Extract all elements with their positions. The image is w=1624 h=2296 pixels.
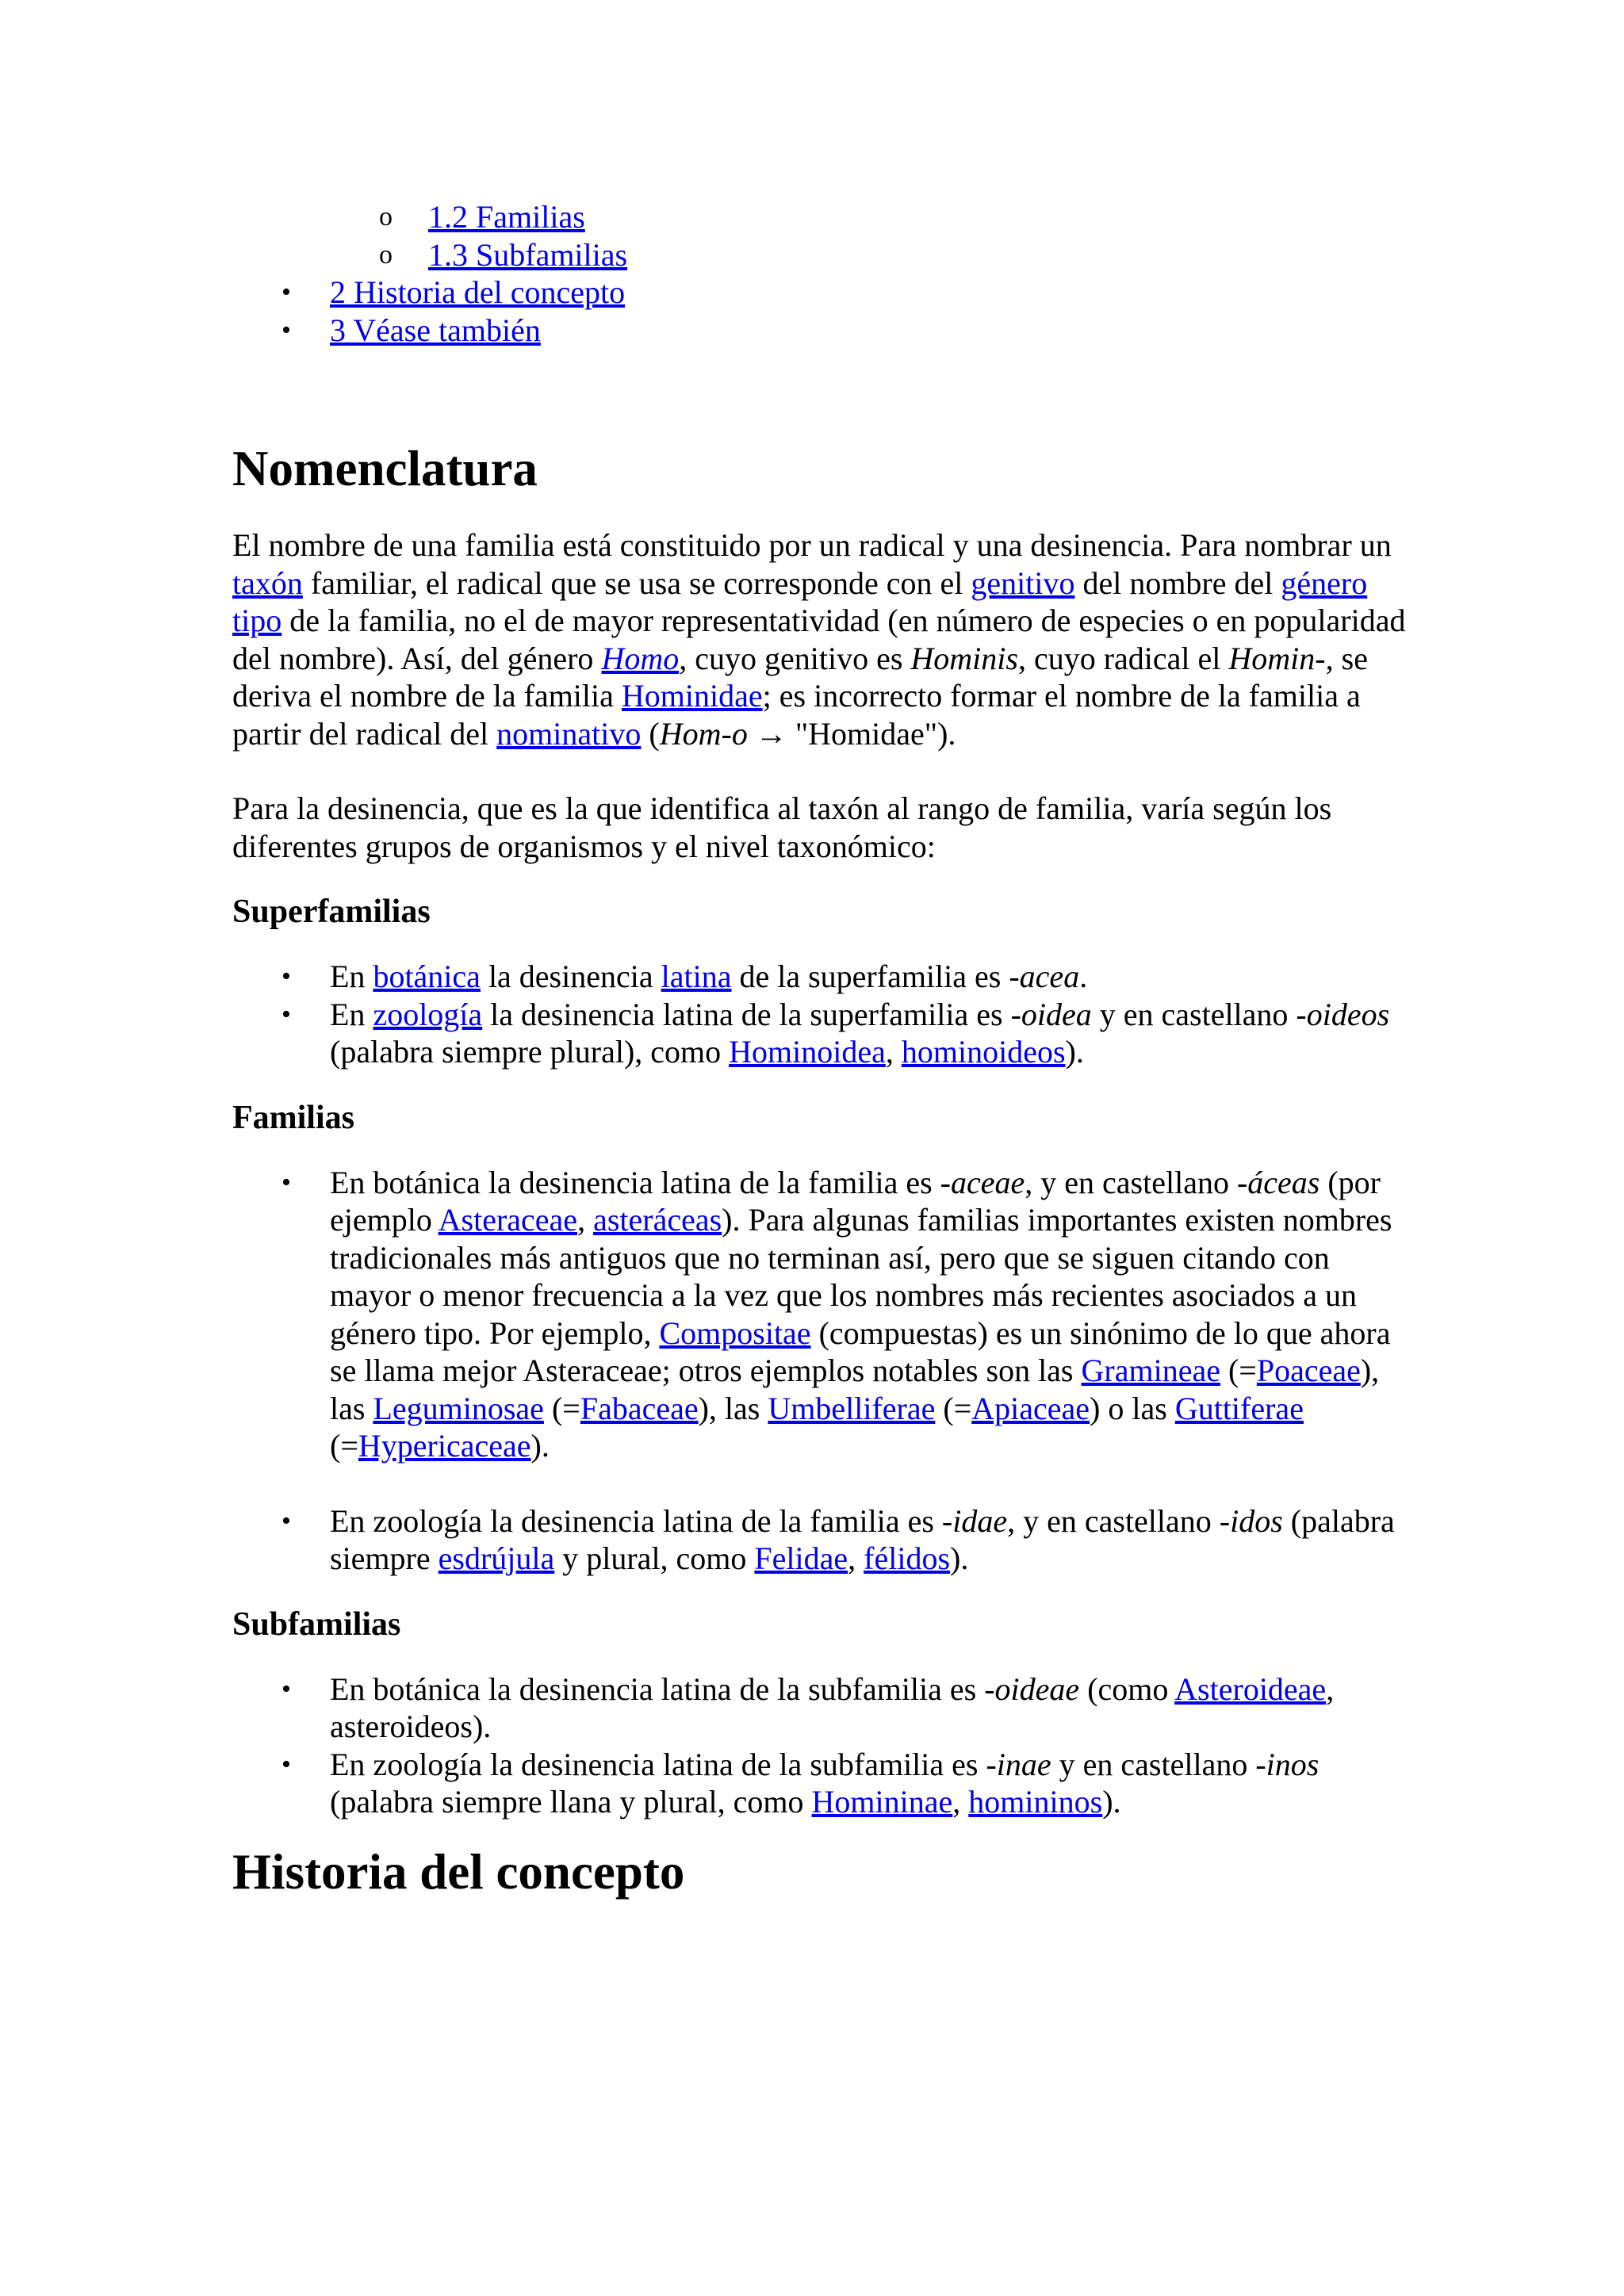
- list-item: • En zoología la desinencia latina de la superfamilia es -oidea y en castellano -oideos (palabra siempre plural), como Hominoidea, hominoideos).: [232, 996, 1406, 1071]
- document-page: [232, 198, 1406, 1900]
- list-item: • En zoología la desinencia latina de la familia es -idae, y en castellano -idos (palabra siempre esdrújula y plural, como Felidae, félidos).: [232, 1502, 1406, 1578]
- link-felidae[interactable]: Felidae: [754, 1540, 848, 1576]
- link-hominoideos[interactable]: hominoideos: [901, 1034, 1066, 1070]
- paragraph-nomenclatura-1: El nombre de una familia está constituido por un radical y una desinencia. Para nombrar un taxón familiar, el radical que se usa se corresponde con el genitivo del nombre del género tipo de la familia, no el de mayor representatividad (en número de especies o en popularidad del nombre). Así, del género Homo, cuyo genitivo es Hominis, cuyo radical el Homin-, se deriva el nombre de la familia Hominidae; es incorrecto formar el nombre de la familia a partir del radical del nominativo (Hom-o → "Homidae").: [232, 527, 1406, 752]
- heading-nomenclatura: Nomenclatura: [232, 441, 538, 496]
- table-of-contents: [232, 198, 1406, 349]
- list-subfamilias: [232, 1670, 1406, 1821]
- heading-superfamilias: Superfamilias: [232, 894, 431, 930]
- link-asteraceae[interactable]: Asteraceae: [438, 1202, 578, 1238]
- list-item: • En botánica la desinencia latina de la superfamilia es -acea.: [232, 958, 1406, 996]
- link-homininos[interactable]: homininos: [968, 1784, 1103, 1820]
- link-compositae[interactable]: Compositae: [659, 1314, 811, 1351]
- toc-item: [232, 198, 1406, 236]
- link-nominativo[interactable]: nominativo: [496, 715, 642, 752]
- link-zoologia[interactable]: zoología: [373, 996, 483, 1032]
- link-tipo[interactable]: tipo: [232, 603, 282, 638]
- link-genero[interactable]: género: [1281, 564, 1368, 601]
- link-hominoidea[interactable]: Hominoidea: [729, 1034, 886, 1070]
- link-guttiferae[interactable]: Guttiferae: [1174, 1390, 1304, 1426]
- link-esdrujula[interactable]: esdrújula: [438, 1540, 555, 1576]
- toc-item: [232, 274, 1406, 312]
- list-superfamilias: [232, 958, 1406, 1071]
- link-taxon[interactable]: taxón: [232, 564, 303, 601]
- link-poaceae[interactable]: Poaceae: [1256, 1353, 1361, 1388]
- link-hypericaceae[interactable]: Hypericaceae: [358, 1428, 531, 1464]
- paragraph-nomenclatura-2: Para la desinencia, que es la que identifica al taxón al rango de familia, varía según los diferentes grupos de organismos y el nivel taxonómico:: [232, 790, 1332, 864]
- link-homo[interactable]: Homo: [601, 640, 680, 676]
- heading-subfamilias: Subfamilias: [232, 1605, 401, 1643]
- link-homininae[interactable]: Homininae: [811, 1784, 953, 1820]
- list-item: • En botánica la desinencia latina de la familia es -aceae, y en castellano -áceas (por ejemplo Asteraceae, asteráceas). Para algunas familias importantes existen nombres tradicionales más antiguos que no terminan así, pero que se siguen citando con mayor o menor frecuencia a la vez que los nombres más recientes asociados a un género tipo. Por ejemplo, Compositae (compuestas) es un sinónimo de lo que ahora se llama mejor Asteraceae; otros ejemplos notables son las Gramineae (=Poaceae), las Leguminosae (=Fabaceae), las Umbelliferae (=Apiaceae) o las Guttiferae (=Hypericaceae).: [232, 1164, 1406, 1465]
- heading-familias: Familias: [232, 1099, 354, 1136]
- toc-link-historia[interactable]: 2 Historia del concepto: [330, 274, 626, 310]
- list-item: • En botánica la desinencia latina de la subfamilia es -oideae (como Asteroideae, asteroideos).: [232, 1670, 1406, 1746]
- link-felidos[interactable]: félidos: [864, 1540, 951, 1576]
- toc-item: [232, 312, 1406, 350]
- link-genitivo[interactable]: genitivo: [971, 564, 1075, 601]
- list-familias: [232, 1164, 1406, 1578]
- toc-link-vease-tambien[interactable]: 3 Véase también: [330, 312, 541, 348]
- toc-link-familias[interactable]: 1.2 Familias: [428, 199, 585, 235]
- link-umbelliferae[interactable]: Umbelliferae: [768, 1390, 936, 1426]
- link-apiaceae[interactable]: Apiaceae: [971, 1390, 1090, 1426]
- link-fabaceae[interactable]: Fabaceae: [580, 1390, 699, 1426]
- link-botanica[interactable]: botánica: [373, 959, 481, 994]
- link-leguminosae[interactable]: Leguminosae: [373, 1390, 544, 1426]
- heading-historia: Historia del concepto: [232, 1843, 685, 1900]
- toc-link-subfamilias[interactable]: 1.3 Subfamilias: [428, 236, 628, 273]
- link-asteroideae[interactable]: Asteroideae: [1174, 1670, 1327, 1707]
- link-latina[interactable]: latina: [661, 959, 732, 994]
- link-asteraceas[interactable]: asteráceas: [593, 1202, 722, 1238]
- toc-item: [232, 236, 1406, 274]
- link-gramineae[interactable]: Gramineae: [1081, 1353, 1220, 1388]
- list-item: • En zoología la desinencia latina de la subfamilia es -inae y en castellano -inos (palabra siempre llana y plural, como Homininae, homininos).: [232, 1746, 1406, 1821]
- link-hominidae[interactable]: Hominidae: [621, 678, 763, 714]
